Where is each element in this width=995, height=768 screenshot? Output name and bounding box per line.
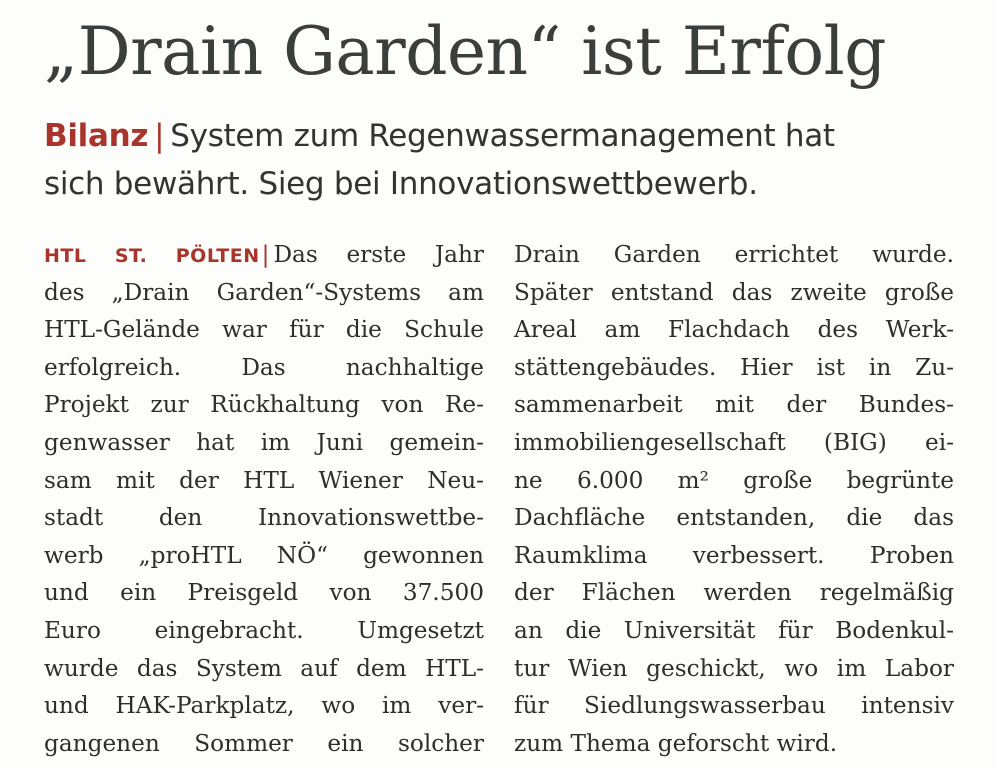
- body-line: werb „proHTL NÖ“ gewonnen: [44, 541, 484, 569]
- body-line: ne 6.000 m² große begrünte: [514, 466, 954, 494]
- body-line: Später entstand das zweite große: [514, 278, 954, 306]
- body-line: gangenen Sommer ein solcher: [44, 729, 484, 757]
- body-line: Projekt zur Rückhaltung von Re-: [44, 391, 484, 419]
- subhead-line-1: [44, 112, 964, 160]
- article-column-right: [514, 236, 954, 762]
- body-line: der Flächen werden regelmäßig: [514, 579, 954, 607]
- body-line: an die Universität für Bodenkul-: [514, 616, 954, 644]
- body-line: Drain Garden errichtet wurde.: [514, 241, 954, 268]
- subhead-text-line-2: sich bewährt. Sieg bei Innovationswettbewerb.: [44, 166, 758, 202]
- body-line: wurde das System auf dem HTL-: [44, 654, 484, 682]
- body-line: zum Thema geforscht wird.: [514, 729, 838, 757]
- body-line: [44, 236, 484, 274]
- body-line: erfolgreich. Das nachhaltige: [44, 353, 484, 381]
- body-line: für Siedlungswasserbau intensiv: [514, 692, 954, 720]
- subhead-separator: |: [154, 118, 165, 154]
- subhead-text-line-1: System zum Regenwassermanagement hat: [170, 118, 835, 154]
- body-line: Dachfläche entstanden, die das: [514, 504, 954, 532]
- dateline-separator: |: [261, 241, 270, 268]
- body-line: und HAK-Parkplatz, wo im ver-: [44, 692, 484, 720]
- article-headline: „Drain Garden“ ist Erfolg: [44, 13, 886, 90]
- body-line: und ein Preisgeld von 37.500: [44, 579, 484, 607]
- body-line: sam mit der HTL Wiener Neu-: [44, 466, 484, 494]
- body-line: HTL-Gelände war für die Schule: [44, 316, 484, 344]
- body-line: Areal am Flachdach des Werk-: [514, 316, 954, 344]
- subhead-kicker: Bilanz: [44, 118, 149, 154]
- body-line: genwasser hat im Juni gemein-: [44, 428, 484, 456]
- article-dateline: HTL ST. PÖLTEN: [44, 245, 260, 267]
- body-line: immobiliengesellschaft (BIG) ei-: [514, 428, 954, 456]
- body-line: stättengebäudes. Hier ist in Zu-: [514, 353, 954, 381]
- article-column-left: [44, 236, 484, 762]
- article-subhead: [44, 112, 964, 208]
- body-line: des „Drain Garden“-Systems am: [44, 278, 484, 306]
- body-line: Raumklima verbessert. Proben: [514, 541, 954, 569]
- body-line: Euro eingebracht. Umgesetzt: [44, 616, 484, 644]
- body-line: sammenarbeit mit der Bundes-: [514, 391, 954, 419]
- body-line: tur Wien geschickt, wo im Labor: [514, 654, 954, 682]
- body-line: stadt den Innovationswettbe-: [44, 504, 484, 532]
- body-line-text: Das erste Jahr: [273, 241, 484, 268]
